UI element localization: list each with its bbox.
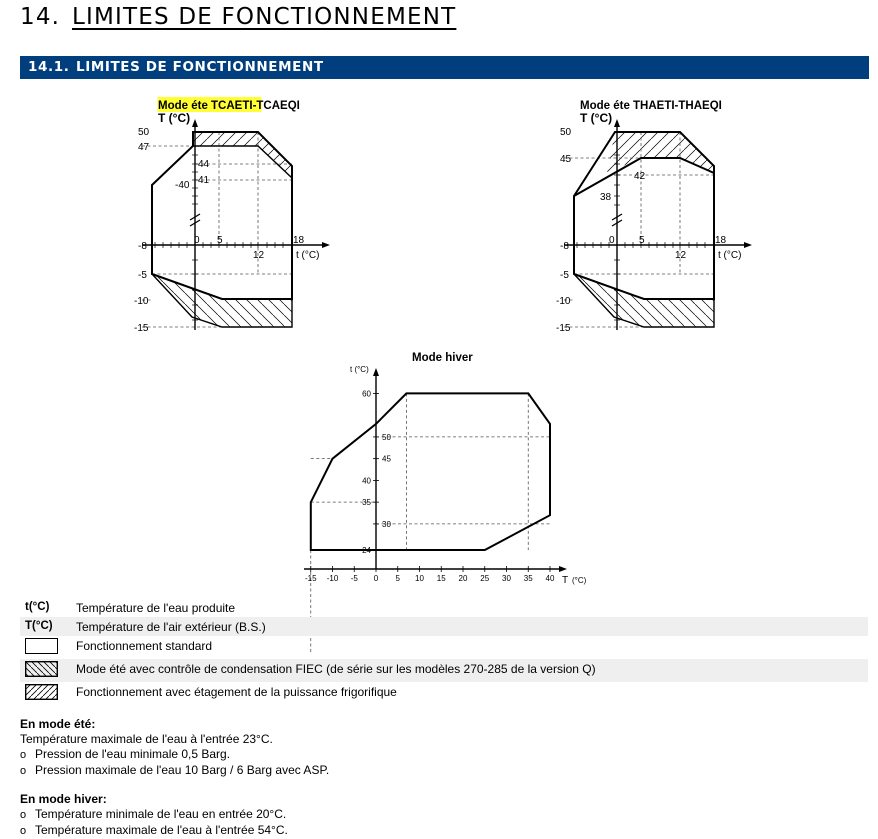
page-heading: [20, 4, 456, 30]
y-tick-label: -8: [560, 241, 569, 252]
empty-box-icon: [25, 638, 58, 654]
heading-title: LIMITES DE FONCTIONNEMENT: [72, 4, 457, 30]
y-tick-label: 30: [382, 519, 391, 529]
y-tick-label: -15: [556, 323, 571, 334]
legend-text: Fonctionnement avec étagement de la puissance frigorifique: [76, 685, 397, 699]
legend-text: Fonctionnement standard: [76, 639, 213, 653]
heading-number: 14.: [20, 4, 61, 30]
y-tick-label: -10: [556, 296, 571, 307]
legend-text: Température de l'air extérieur (B.S.): [76, 620, 266, 634]
section-title: LIMITES DE FONCTIONNEMENT: [76, 59, 324, 75]
region-staging: [193, 132, 292, 178]
x-tick-label: 5: [217, 235, 223, 246]
y-tick-label: 50: [382, 432, 391, 442]
winter-envelope: [311, 393, 550, 550]
y-tick-label: 47: [138, 142, 150, 153]
legend: [20, 598, 868, 705]
legend-text: Mode été avec contrôle de condensation FIEC (de série sur les modèles 270-285 de la version Q): [76, 662, 596, 676]
winter-ticks: [305, 389, 555, 583]
x-tick-label: 15: [436, 574, 446, 583]
y-axis-label: T (°C): [580, 111, 613, 125]
x-axis-unit: (°C): [572, 576, 587, 585]
legend-row: [20, 659, 868, 682]
legend-row: [20, 617, 868, 636]
x-tick-label: 12: [253, 250, 265, 261]
x-axis-label: T: [562, 575, 569, 586]
x-tick-label: 30: [502, 574, 511, 583]
y-axis-label: t (°C): [350, 365, 369, 374]
section-number: 14.1.: [28, 59, 70, 75]
y-tick-label: 50: [560, 127, 572, 138]
y-tick-label: -10: [134, 296, 149, 307]
diagram-title: Mode hiver: [412, 352, 473, 364]
y-tick-label: 41: [198, 175, 210, 186]
y-tick-label: 40: [362, 476, 371, 486]
y-axis-label: T (°C): [158, 111, 191, 125]
diagram-title: Mode éte THAETI-THAEQI: [580, 100, 722, 112]
y-tick-label: 50: [138, 127, 150, 138]
winter-bullet: o Température maximale de l'eau à l'entrée 54°C.: [20, 823, 329, 839]
hatch-slash-icon: [25, 684, 58, 700]
diagram-summer-thaeti: [552, 95, 762, 340]
y-tick-label: 35: [362, 498, 371, 508]
y-tick-label: -15: [134, 323, 149, 334]
y-tick-label: -5: [560, 270, 569, 281]
legend-row: [20, 598, 868, 617]
x-tick-label: 0: [194, 235, 200, 246]
y-tick-label: -8: [138, 241, 147, 252]
y-tick-label: -40: [175, 180, 190, 191]
diagram-winter: [290, 345, 610, 590]
x-tick-label: -10: [326, 574, 339, 583]
x-tick-label: 5: [395, 574, 400, 583]
y-tick-label: 42: [634, 171, 646, 182]
summer-bullet: o Pression maximale de l'eau 10 Barg / 6 Barg avec ASP.: [20, 763, 329, 779]
legend-symbol: T(°C): [25, 620, 53, 632]
hatch-backslash-icon: [25, 661, 58, 677]
winter-bullet: o Température minimale de l'eau en entrée 20°C.: [20, 807, 329, 823]
x-tick-label: 20: [458, 574, 468, 583]
y-tick-label: 24: [362, 546, 371, 555]
legend-text: Température de l'eau produite: [76, 601, 236, 615]
x-tick-label: 0: [373, 574, 379, 583]
x-tick-label: 18: [293, 235, 305, 246]
x-tick-label: 0: [609, 235, 615, 246]
x-axis-label: t (°C): [718, 250, 742, 261]
x-axis-label: t (°C): [296, 250, 320, 261]
winter-title: En mode hiver:: [20, 792, 107, 806]
x-tick-label: 10: [415, 574, 424, 583]
diagram-summer-tcaeti: [130, 95, 340, 340]
legend-row: [20, 636, 868, 659]
x-tick-label: 40: [545, 574, 555, 583]
x-tick-label: 18: [715, 235, 727, 246]
y-tick-label: 44: [198, 159, 210, 170]
diagram-title-highlight: Mode éte TCAETI-TCAEQI: [158, 100, 300, 112]
y-tick-label: 38: [600, 192, 612, 203]
x-tick-label: -15: [304, 574, 317, 583]
x-tick-label: -5: [350, 574, 358, 583]
summer-title: En mode été:: [20, 717, 96, 731]
y-tick-label: -5: [138, 270, 147, 281]
summer-bullet: o Pression de l'eau minimale 0,5 Barg.: [20, 747, 329, 763]
summer-line: Température maximale de l'eau à l'entrée 23°C.: [20, 732, 273, 746]
section-bar: [20, 56, 869, 79]
y-tick-label: 45: [382, 454, 391, 464]
operating-notes: [20, 717, 329, 839]
legend-symbol: t(°C): [25, 601, 50, 613]
legend-row: [20, 682, 868, 705]
x-tick-label: 5: [639, 235, 645, 246]
y-tick-label: 45: [560, 154, 572, 165]
y-tick-label: 60: [362, 389, 371, 399]
x-tick-label: 25: [480, 574, 490, 583]
x-tick-label: 12: [675, 250, 687, 261]
x-tick-label: 35: [523, 574, 533, 583]
